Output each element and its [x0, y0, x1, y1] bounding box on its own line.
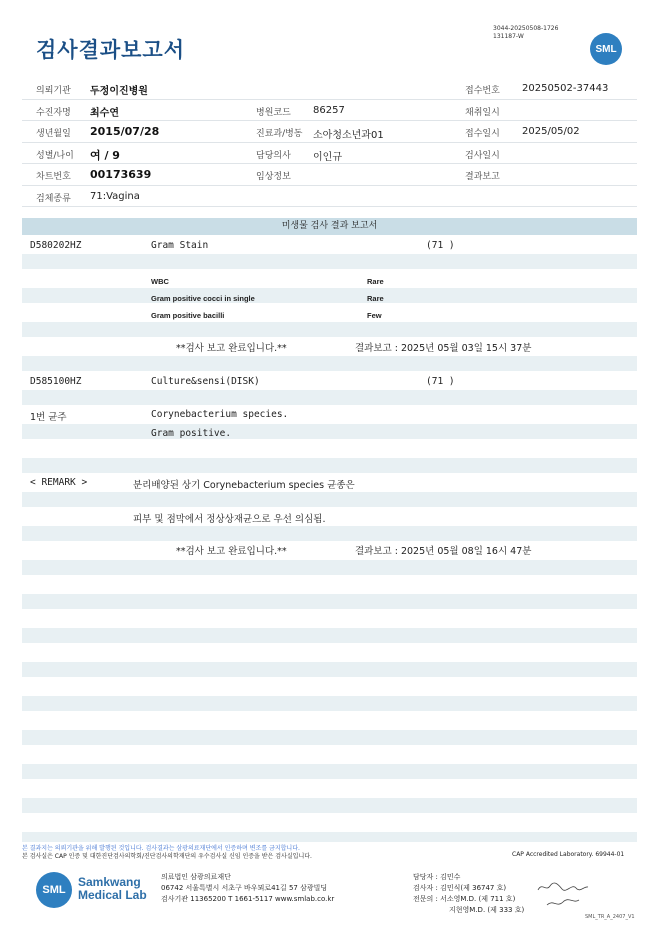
row-stripe	[22, 730, 637, 745]
remark-text: 분리배양된 상기 Corynebacterium species 균종은	[133, 480, 355, 491]
info-value: 소아청소년과01	[313, 130, 384, 141]
result-value: Few	[367, 311, 382, 320]
specimen-code: (71 )	[426, 376, 455, 387]
info-value: 2025/05/02	[522, 126, 580, 137]
brand-line2: Medical Lab	[78, 888, 147, 902]
info-row	[22, 143, 637, 165]
document-number	[493, 25, 558, 41]
row-stripe	[22, 628, 637, 643]
info-row	[22, 100, 637, 122]
row-stripe	[22, 390, 637, 405]
form-code: SML_TR_A_2407_V1	[585, 914, 635, 920]
info-label: 의뢰기관	[36, 86, 71, 96]
remark-text: 피부 및 점막에서 정상상재균으로 우선 의심됨.	[133, 514, 326, 525]
isolate-label: 1번 균주	[30, 412, 67, 423]
info-label: 검체종류	[36, 193, 71, 204]
info-label: 진료과/병동	[256, 129, 303, 139]
info-label: 수진자명	[36, 107, 71, 118]
info-label: 검사일시	[465, 150, 500, 161]
staff-value: 지현영M.D. (제 333 호)	[449, 906, 525, 914]
footer-certification: 본 검사실은 CAP 인증 및 대한진단검사의학회/진단검사의학재단의 우수검사실 신임 인증을 받은 검사실입니다.	[22, 853, 312, 860]
footer-disclaimer: 본 결과지는 의뢰기관을 위해 발행된 것입니다. 검사결과는 삼광의료재단에서 인증하며 변조를 금지합니다.	[22, 845, 300, 852]
test-code: D580202HZ	[30, 240, 82, 251]
test-name: Gram Stain	[151, 240, 209, 251]
report-title: 검사결과보고서	[36, 38, 186, 62]
signature-graphic	[536, 880, 590, 894]
specimen-code: (71 )	[426, 240, 455, 251]
info-value: 86257	[313, 104, 345, 116]
test-code: D585100HZ	[30, 376, 82, 387]
info-value: 두정이진병원	[90, 86, 148, 97]
brand-line1: Samkwang	[78, 875, 141, 889]
sml-logo: SML	[590, 33, 622, 65]
info-label: 결과보고	[465, 172, 500, 182]
row-stripe	[22, 594, 637, 609]
result-item: Gram positive bacilli	[151, 311, 225, 320]
row-stripe	[22, 662, 637, 677]
info-row	[22, 78, 637, 100]
staff-value: 김민수	[440, 873, 461, 881]
info-value: 여 / 9	[90, 148, 120, 162]
info-value: 71:Vagina	[90, 190, 140, 202]
info-row	[22, 186, 637, 208]
staff-label: 검사자 :	[413, 884, 438, 892]
row-stripe	[22, 560, 637, 575]
staff-label: 담당자 :	[413, 873, 438, 881]
info-label: 차트번호	[36, 172, 71, 182]
row-stripe	[22, 696, 637, 711]
row-stripe	[22, 356, 637, 371]
isolate-gram: Gram positive.	[151, 428, 232, 439]
info-label: 병원코드	[256, 107, 291, 118]
section-title: 미생물 검사 결과 보고서	[22, 218, 637, 235]
staff-label: 전문의 :	[413, 895, 438, 903]
info-label: 채취일시	[465, 107, 500, 118]
cap-accreditation: CAP Accredited Laboratory. 69944-01	[512, 851, 625, 858]
row-stripe	[22, 832, 637, 842]
row-stripe	[22, 424, 637, 439]
test-name: Culture&sensi(DISK)	[151, 376, 260, 387]
result-value: Rare	[367, 294, 384, 303]
info-label: 성별/나이	[36, 150, 74, 161]
org-address: 06742 서울특별시 서초구 바우뫼로41길 57 삼광빌딩	[161, 884, 328, 892]
brand-name	[78, 876, 147, 902]
info-label: 생년월일	[36, 129, 71, 139]
info-label: 접수일시	[465, 129, 500, 139]
row-stripe	[22, 764, 637, 779]
report-complete-text: **검사 보고 완료입니다.**	[176, 343, 287, 354]
info-value: 20250502-37443	[522, 83, 609, 94]
info-value: 00173639	[90, 168, 152, 181]
row-stripe	[22, 798, 637, 813]
patient-info-table	[22, 78, 637, 207]
row-stripe	[22, 288, 637, 303]
info-value: 이인규	[313, 151, 342, 163]
result-item: Gram positive cocci in single	[151, 294, 255, 303]
sml-logo-footer: SML	[36, 872, 72, 908]
info-label: 담당의사	[256, 150, 291, 161]
info-label: 접수번호	[465, 86, 500, 96]
row-stripe	[22, 322, 637, 337]
row-stripe	[22, 458, 637, 473]
org-contact: 검사기관 11365200 T 1661-5117 www.smlab.co.kr	[161, 895, 335, 903]
row-stripe	[22, 526, 637, 541]
info-value: 최수연	[90, 107, 119, 119]
remark-label: < REMARK >	[30, 477, 88, 488]
org-name: 의료법인 삼광의료재단	[161, 873, 231, 881]
row-stripe	[22, 492, 637, 507]
report-complete-text: **검사 보고 완료입니다.**	[176, 546, 287, 557]
result-value: Rare	[367, 277, 384, 286]
staff-value: 김민식(제 36747 호)	[440, 884, 507, 892]
result-item: WBC	[151, 277, 169, 286]
organization-info	[161, 872, 334, 905]
staff-info	[413, 872, 524, 916]
signature-graphic	[545, 896, 581, 910]
info-row	[22, 121, 637, 143]
info-label: 임상정보	[256, 172, 291, 182]
document-number-line2: 131187-W	[493, 33, 524, 40]
info-value: 2015/07/28	[90, 125, 160, 138]
isolate-name: Corynebacterium species.	[151, 409, 289, 420]
report-datetime: 결과보고 : 2025년 05월 03일 15시 37분	[355, 343, 532, 354]
staff-value: 서소영M.D. (제 711 호)	[440, 895, 516, 903]
info-row	[22, 164, 637, 186]
document-number-line1: 3044-20250508-1726	[493, 25, 559, 32]
row-stripe	[22, 254, 637, 269]
report-datetime: 결과보고 : 2025년 05월 08일 16시 47분	[355, 546, 532, 557]
